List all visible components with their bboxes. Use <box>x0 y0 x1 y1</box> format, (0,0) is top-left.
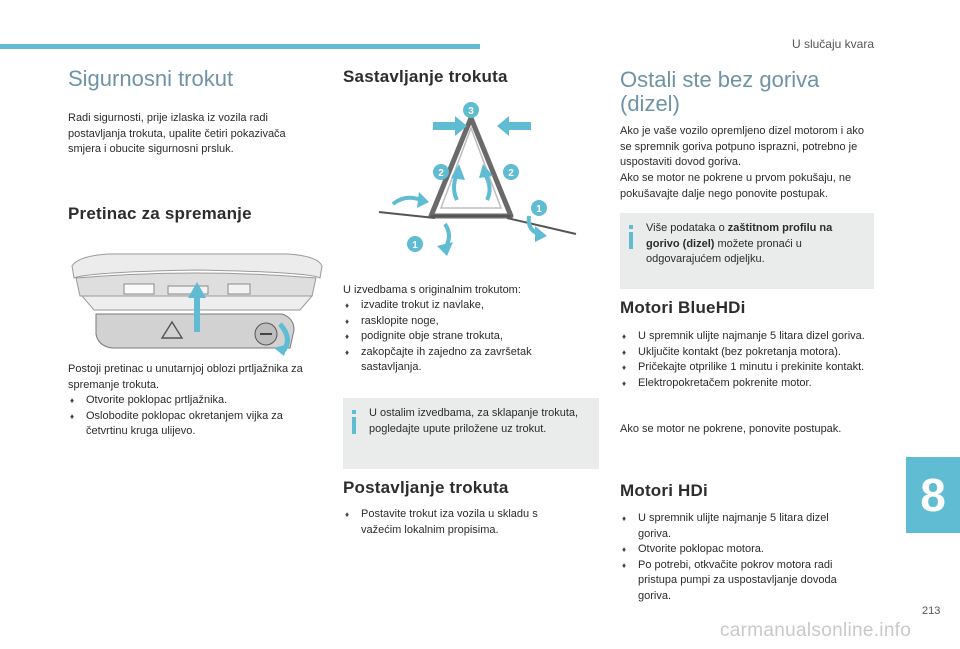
assembly-steps-list <box>343 298 583 376</box>
bluehdi-after-text: Ako se motor ne pokrene, ponovite postupak. <box>620 423 842 435</box>
placement-steps-list <box>343 507 573 538</box>
bluehdi-step: ♦ Elektropokretačem pokrenite motor. <box>620 376 874 392</box>
bluehdi-title: Motori BlueHDi <box>620 298 746 317</box>
assembly-step: ♦ podignite obje strane trokuta, <box>343 329 583 345</box>
assembly-step: ♦ zakopčajte ih zajedno za završetak sastavljanja. <box>343 345 583 376</box>
hdi-steps-list <box>620 511 858 604</box>
fuel-info-post: možete pronaći u odgovarajućem odjeljku. <box>646 237 802 265</box>
chapter-tab: 8 <box>906 457 960 533</box>
assembly-step: ♦ rasklopite noge, <box>343 314 583 330</box>
hdi-step: ♦ Po potrebi, otkvačite pokrov motora radi pristupa pumpi za uspostavljanje dovoda goriva. <box>620 558 858 605</box>
assembly-intro: U izvedbama s originalnim trokutom: <box>343 284 521 296</box>
triangle-assembly-diagram <box>371 96 591 261</box>
out-of-fuel-intro-2: Ako se motor ne pokrene u prvom pokušaju, ne pokušavajte dalje nego ponovite postupak. <box>620 172 852 200</box>
hdi-step: ♦ U spremnik ulijte najmanje 5 litara dizel goriva. <box>620 511 858 542</box>
storage-text: Postoji pretinac u unutarnjoj oblozi prtljažnika za spremanje trokuta. <box>68 363 303 391</box>
assembly-title: Sastavljanje trokuta <box>343 67 508 86</box>
fuel-info-bold: zaštitnom profilu na gorivo (dizel) <box>646 222 833 250</box>
storage-step: ♦ Otvorite poklopac prtljažnika. <box>68 393 320 409</box>
storage-title: Pretinac za spremanje <box>68 204 252 223</box>
section-title: U slučaju kvara <box>791 37 874 51</box>
bluehdi-step: ♦ Pričekajte otprilike 1 minutu i prekinite kontakt. <box>620 360 874 376</box>
fuel-info-text <box>646 221 864 268</box>
storage-steps-list <box>68 393 320 440</box>
info-icon <box>629 225 633 249</box>
step-number-1-right: 1 <box>536 204 542 215</box>
fuel-info-pre: Više podataka o <box>646 222 728 234</box>
placement-step: ♦ Postavite trokut iza vozila u skladu s važećim lokalnim propisima. <box>343 507 573 538</box>
trunk-storage-illustration <box>68 248 324 358</box>
header-accent-bar <box>0 44 480 49</box>
out-of-fuel-intro-1: Ako je vaše vozilo opremljeno dizel motorom i ako se spremnik goriva potpuno isprazni, potrebno je uspostaviti dovod goriva. <box>620 125 864 168</box>
bluehdi-steps-list <box>620 329 874 391</box>
bluehdi-step: ♦ U spremnik ulijte najmanje 5 litara dizel goriva. <box>620 329 874 345</box>
hdi-title: Motori HDi <box>620 481 708 500</box>
watermark: carmanualsonline.info <box>720 620 912 641</box>
step-number-2-right: 2 <box>508 168 514 179</box>
page-number: 213 <box>922 605 941 617</box>
storage-step: ♦ Oslobodite poklopac okretanjem vijka za četvrtinu kruga ulijevo. <box>68 409 320 440</box>
assembly-info-box <box>343 398 599 469</box>
fuel-info-box <box>620 213 874 289</box>
hdi-step: ♦ Otvorite poklopac motora. <box>620 542 858 558</box>
safety-intro-text: Radi sigurnosti, prije izlaska iz vozila radi postavljanja trokuta, upalite četiri pokazivača smjera i obucite sigurnosni prsluk. <box>68 112 286 155</box>
bluehdi-step: ♦ Uključite kontakt (bez pokretanja motora). <box>620 345 874 361</box>
assembly-step: ♦ izvadite trokut iz navlake, <box>343 298 583 314</box>
assembly-info-text: U ostalim izvedbama, za sklapanje trokuta, pogledajte upute priložene uz trokut. <box>369 407 579 435</box>
out-of-fuel-title: Ostali ste bez goriva (dizel) <box>620 67 820 116</box>
placement-title: Postavljanje trokuta <box>343 478 509 497</box>
step-number-1-left: 1 <box>412 240 418 251</box>
step-number-2-left: 2 <box>438 168 444 179</box>
step-number-3: 3 <box>468 106 474 117</box>
safety-triangle-title: Sigurnosni trokut <box>68 66 234 91</box>
info-icon <box>352 410 356 434</box>
